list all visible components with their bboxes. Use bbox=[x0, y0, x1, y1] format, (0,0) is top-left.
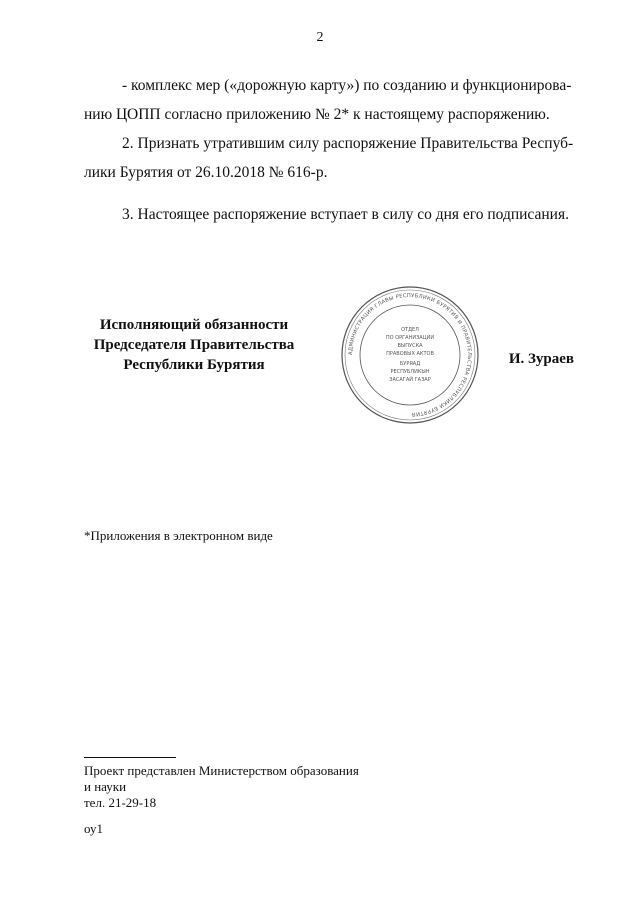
paragraph-line: - комплекс мер («дорожную карту») по созданию и функционирова- bbox=[122, 77, 572, 94]
footnote-line: и науки bbox=[84, 779, 127, 794]
paragraph-roadmap bbox=[84, 71, 574, 129]
seal-outer-text: АДМИНИСТРАЦИЯ ГЛАВЫ РЕСПУБЛИКИ БУРЯТИЯ И ПРАВИТЕЛЬСТВА РЕСПУБЛИКИ БУРЯТИЯ bbox=[347, 292, 473, 418]
seal-line: БУРЯАД bbox=[399, 361, 421, 367]
footnote-divider bbox=[84, 757, 176, 758]
signer-title bbox=[84, 315, 304, 375]
signer-title-line: Исполняющий обязанности bbox=[99, 317, 289, 333]
paragraph-line: 3. Настоящее распоряжение вступает в силу со дня его подписания. bbox=[122, 206, 569, 223]
footnote-line: тел. 21-29-18 bbox=[84, 795, 157, 810]
signer-title-line: Республики Бурятия bbox=[123, 357, 265, 373]
footnote bbox=[84, 763, 359, 837]
seal-line: ПО ОРГАНИЗАЦИИ bbox=[385, 335, 435, 341]
paragraph-line: лики Бурятия от 26.10.2018 № 616-р. bbox=[84, 164, 328, 181]
seal-line: ПРАВОВЫХ АКТОВ bbox=[386, 351, 434, 357]
appendix-note: *Приложения в электронном виде bbox=[84, 528, 273, 543]
seal-line: ОТДЕЛ bbox=[401, 327, 419, 333]
paragraph-line: 2. Признать утратившим силу распоряжение Правительства Респуб- bbox=[122, 135, 574, 152]
footnote-line: Проект представлен Министерством образования bbox=[84, 763, 359, 778]
document-code: оу1 bbox=[84, 821, 104, 836]
seal-line: ВЫПУСКА bbox=[397, 343, 423, 349]
official-seal bbox=[340, 285, 480, 425]
paragraph-line: нию ЦОПП согласно приложению № 2* к настоящему распоряжению. bbox=[84, 106, 550, 123]
page-number: 2 bbox=[316, 30, 324, 45]
seal-line: ЗАСАГАЙ ГАЗАР bbox=[389, 377, 431, 383]
paragraph-effective bbox=[84, 200, 574, 229]
signer-name: И. Зураев bbox=[508, 351, 574, 367]
signer-title-line: Председателя Правительства bbox=[93, 337, 295, 353]
paragraph-repeal bbox=[84, 129, 574, 187]
seal-line: РЕСПУБЛИКЫН bbox=[390, 369, 430, 375]
